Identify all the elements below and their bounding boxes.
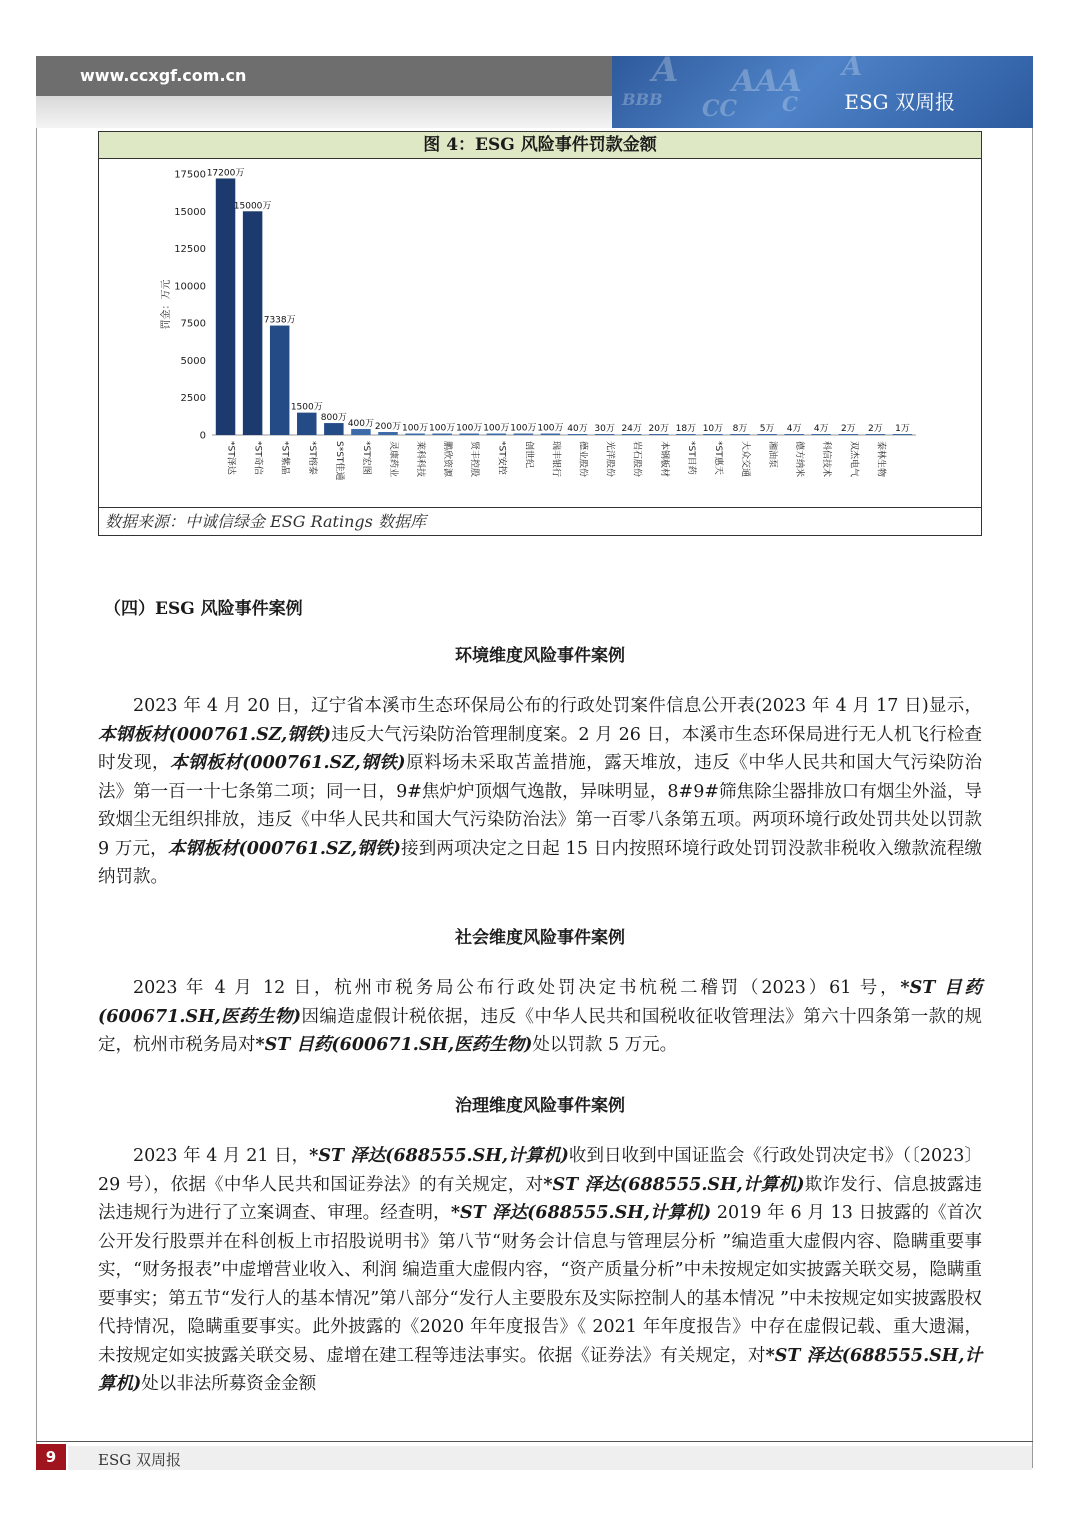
data-label: 17200万	[206, 168, 245, 179]
page-frame-left	[36, 56, 37, 1468]
x-tick-label: 创世纪	[523, 441, 534, 469]
section-title: （四）ESG 风险事件案例	[104, 599, 303, 619]
text: 处以罚款 5 万元。	[532, 1035, 678, 1055]
bar	[351, 429, 370, 435]
data-label: 200万	[374, 422, 402, 433]
text: 因编造虚假计税依据，违反《中华人民共和国税收征收管理法》第六十四条第一款的规定，杭州市税务局对	[98, 1006, 982, 1055]
banner-deco: AAA	[732, 64, 802, 99]
x-tick-label: *ST榕泰	[306, 441, 317, 475]
page-number: 9	[36, 1444, 66, 1470]
page-frame-right	[1032, 56, 1033, 1468]
x-tick-label: *ST泽达	[225, 441, 236, 475]
header-banner	[612, 56, 1033, 128]
y-tick-label: 2500	[180, 393, 206, 405]
bar	[649, 434, 668, 435]
data-label: 2万	[868, 424, 883, 434]
x-tick-label: 湘油泵	[767, 441, 778, 469]
bar	[595, 434, 614, 435]
x-tick-label: 灵康药业	[388, 441, 398, 478]
figure-caption: 图 4：ESG 风险事件罚款金额	[99, 132, 981, 159]
bar	[243, 211, 262, 435]
company-name: *ST 泽达(688555.SH,计算机)	[450, 1203, 712, 1223]
x-tick-label: *ST奇信	[252, 441, 263, 475]
y-tick-label: 15000	[174, 206, 206, 218]
company-name: 本钢板材(000761.SZ,钢铁)	[167, 838, 401, 859]
x-tick-label: 莱科科技	[415, 441, 426, 478]
header-url[interactable]: www.ccxgf.com.cn	[80, 66, 247, 85]
header-light-band	[36, 96, 612, 128]
data-label: 800万	[320, 413, 347, 424]
bar-chart	[99, 159, 981, 507]
bar	[405, 434, 424, 435]
text: 2023 年 4 月 20 日，辽宁省本溪市生态环保局公布的行政处罚案件信息公开表(2023 年 4 月 17 日)显示，	[133, 696, 982, 716]
y-axis-label: 罚金：万元	[161, 279, 172, 330]
data-label: 1500万	[290, 402, 323, 413]
soc-paragraph	[98, 974, 982, 1060]
gov-heading: 治理维度风险事件案例	[455, 1096, 625, 1116]
banner-deco: A	[842, 56, 863, 82]
banner-deco: BBB	[622, 90, 663, 109]
x-tick-label: 本钢板材	[658, 441, 669, 478]
x-tick-label: *ST宏图	[360, 441, 371, 475]
text: 2023 年 4 月 21 日，	[133, 1146, 310, 1166]
bar	[811, 434, 830, 435]
bar	[568, 434, 587, 435]
x-tick-label: 大众交通	[740, 441, 750, 478]
bar	[839, 434, 858, 435]
bar	[378, 432, 397, 435]
bar	[297, 413, 316, 435]
text: 违反大气污染防治管理制度案。2 月 26 日，本溪市生态环保局进行无人机飞行检查时发现，	[98, 724, 982, 773]
data-label: 18万	[675, 424, 697, 434]
x-tick-label: 科信技术	[821, 441, 832, 478]
company-name: *ST 泽达(688555.SH,计算机)	[309, 1146, 569, 1166]
bar	[487, 434, 506, 435]
data-label: 100万	[510, 423, 537, 434]
y-tick-label: 0	[199, 430, 206, 442]
company-name: *ST 泽达(688555.SH,计算机)	[543, 1174, 805, 1195]
text: 处以非法所募资金金额	[141, 1374, 317, 1394]
x-tick-label: 德方纳米	[794, 441, 805, 478]
bar	[216, 178, 235, 435]
figure-source: 数据来源：中诚信绿金 ESG Ratings 数据库	[99, 507, 981, 535]
company-name: *ST 目药(600671.SH,医药生物)	[98, 978, 983, 1027]
figure-box	[98, 131, 982, 536]
bar	[866, 434, 885, 435]
banner-deco: CC	[702, 96, 738, 122]
data-label: 15000万	[233, 201, 272, 212]
x-tick-label: *ST目药	[685, 441, 696, 475]
company-name: *ST 目药(600671.SH,医药生物)	[255, 1035, 533, 1055]
y-tick-label: 12500	[174, 244, 206, 256]
gov-paragraph	[98, 1142, 982, 1399]
soc-heading: 社会维度风险事件案例	[455, 928, 625, 948]
y-tick-label: 5000	[180, 355, 206, 367]
banner-deco: C	[782, 92, 798, 116]
text: 2023 年 4 月 12 日，杭州市税务局公布行政处罚决定书杭税二稽罚（2023）61 号，	[133, 978, 901, 998]
data-label: 1万	[895, 424, 910, 434]
y-tick-label: 7500	[180, 318, 206, 330]
data-label: 30万	[594, 424, 615, 434]
data-label: 400万	[347, 419, 375, 430]
data-label: 100万	[456, 423, 483, 434]
data-label: 4万	[786, 424, 802, 434]
data-label: 8万	[732, 424, 748, 434]
bar	[541, 434, 560, 435]
bar	[324, 423, 343, 435]
data-label: 10万	[702, 424, 724, 434]
x-tick-label: *ST安控	[496, 441, 507, 475]
data-label: 100万	[429, 423, 456, 434]
bar	[676, 434, 695, 435]
x-tick-label: *ST惠天	[712, 441, 723, 475]
text: 2019 年 6 月 13 日披露的《首次公开发行股票并在科创板上市招股说明书》第八节“财务会计信息与管理层分析 ”编造重大虚假内容、隐瞒重要事实，“财务报表”中虚增营业收入、利润 编造重大虚假内容，“资产质量分析”中未按规定如实披露关联交易，隐瞒重要事实；第五节“发行人的基本情况”第八部分“发行人主要股东及实际控制人的基本情况 ”中未按规定如实披露股权代持情况，隐瞒重要事实。此外披露的《2020 年年度报告》《 2021 年年度报告》中存在虚假记载、重大遗漏，未按规定如实披露关联交易、虚增在建工程等违法事实。依据《证券法》有关规定，对	[98, 1203, 982, 1366]
env-heading: 环境维度风险事件案例	[455, 646, 625, 666]
x-tick-label: 鹏欣资源	[442, 441, 453, 478]
text: 原料场未采取苫盖措施，露天堆放，违反《中华人民共和国大气污染防治法》第一百一十七条第二项；同一日，9#焦炉炉顶烟气逸散，异味明显，8#9#筛焦除尘器排放口有烟尘外溢，导致烟尘无组织排放，违反《中华人民共和国大气污染防治法》第一百零八条第五项。两项环境行政处罚共处以罚款 9 万元，	[98, 753, 983, 859]
bar	[514, 434, 533, 435]
x-tick-label: 贤丰控股	[469, 441, 480, 478]
data-label: 5万	[759, 424, 775, 434]
data-label: 20万	[648, 424, 669, 434]
company-name: 本钢板材(000761.SZ,钢铁)	[98, 724, 332, 745]
bar	[703, 434, 722, 435]
bar	[459, 434, 478, 435]
data-label: 4万	[813, 424, 829, 434]
footer-rule	[36, 1441, 1033, 1442]
text: 接到两项决定之日起 15 日内按照环境行政处罚罚没款非税收入缴款流程缴纳罚款。	[98, 838, 982, 887]
bar	[757, 434, 776, 435]
text: 收到日收到中国证监会《行政处罚决定书》（〔2023〕29 号），依据《中华人民共和国证券法》的有关规定，对	[98, 1146, 982, 1195]
env-paragraph	[98, 692, 982, 892]
bar	[432, 434, 451, 435]
footer-bar	[68, 1446, 1032, 1470]
bar	[730, 434, 749, 435]
data-label: 100万	[537, 423, 564, 434]
banner-deco: A	[652, 56, 679, 90]
y-tick-label: 17500	[174, 169, 206, 181]
x-tick-label: *ST紫晶	[279, 441, 290, 475]
header-title: ESG 双周报	[844, 90, 955, 114]
company-name: 本钢板材(000761.SZ,钢铁)	[170, 753, 406, 773]
x-tick-label: 瑞丰银行	[550, 441, 561, 478]
y-tick-label: 10000	[174, 281, 206, 293]
data-label: 40万	[567, 424, 588, 434]
footer-title: ESG 双周报	[98, 1451, 181, 1469]
x-tick-label: 泰林生物	[875, 441, 886, 478]
data-label: 100万	[401, 423, 429, 434]
company-name: *ST 泽达(688555.SH,计算机)	[98, 1345, 983, 1394]
x-tick-label: 岩石股份	[631, 441, 642, 478]
bar	[622, 434, 641, 435]
data-label: 7338万	[263, 315, 296, 326]
data-label: 24万	[621, 424, 642, 434]
page-header	[36, 56, 1033, 128]
text: 欺诈发行、信息披露违法违规行为进行了立案调查、审理。经查明，	[98, 1174, 982, 1223]
bar	[270, 326, 289, 435]
data-label: 100万	[483, 423, 510, 434]
x-tick-label: 德业股份	[577, 441, 588, 478]
x-tick-label: 光洋股份	[604, 441, 615, 478]
data-label: 2万	[840, 424, 856, 434]
bar	[784, 434, 803, 435]
x-tick-label: S*ST佳通	[333, 441, 344, 481]
x-tick-label: 双杰电气	[848, 441, 859, 478]
bar	[893, 434, 912, 435]
